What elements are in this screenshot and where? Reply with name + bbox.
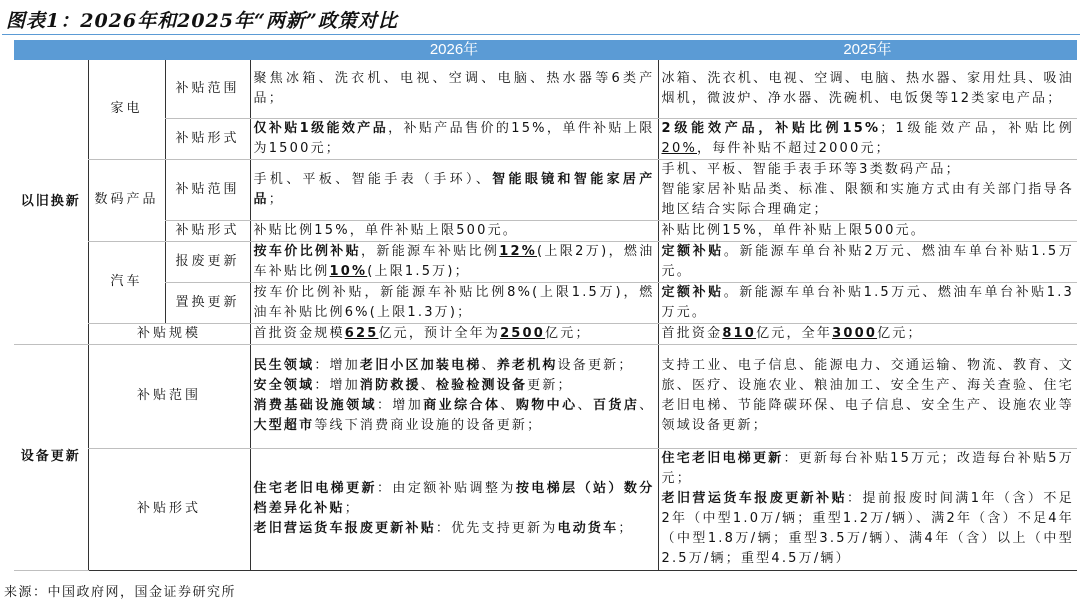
text-segment: 、 [577,398,593,413]
group-appliance: 家电 [88,60,165,159]
text-segment: 老旧营运货车报废更新补贴 [661,491,848,506]
text-segment: 按电梯层（站）数分档差异化补贴 [253,481,655,516]
text-segment: ，每件补贴不超过2000元； [697,140,891,156]
cell-2025 [658,60,1077,118]
text-segment: 等线下消费商业设施的设备更新； [314,418,543,433]
source-note: 来源：中国政府网，国金证券研究所 [4,585,237,600]
text-segment: 聚焦冰箱、洗衣机、电视、空调、电脑、热水器等6类产品； [253,70,655,106]
table-row [14,220,1077,241]
text-segment: ，补贴产品售价的15%，单件补贴上限为1500元； [253,120,655,156]
label-scope: 补贴范围 [165,60,250,118]
text-segment: ：增加 [314,358,360,373]
cell-2025 [658,344,1077,448]
text-segment: 810 [722,325,757,341]
cell-2026 [250,323,658,344]
text-segment: 首批资金规模 [253,325,345,341]
text-segment: (上限2万)，燃油车补贴比例 [253,243,655,279]
figure-title: 图表1：2026年和2025年“两新”政策对比 [6,10,398,32]
cell-2025 [658,323,1077,344]
policy-comparison-table [14,40,1077,571]
text-segment: 住宅老旧电梯更新 [253,481,377,496]
text-segment: ：增加 [376,398,424,413]
text-segment: 亿元，预计全年为 [378,325,501,341]
text-segment: 。新能源车单台补贴1.5万元、燃油车单台补贴1.3万元。 [661,284,1074,320]
text-segment: 625 [344,325,379,341]
header-2026: 2026年 [250,40,658,60]
text-segment: 亿元； [877,325,923,341]
table-row [14,448,1077,570]
text-segment: 。新能源车单台补贴2万元、燃油车单台补贴1.5万元。 [661,243,1074,279]
text-segment: 民生领域 [253,358,315,373]
table-row [14,118,1077,159]
text-segment: 智能眼镜和智能家居产品 [253,171,655,207]
cell-2026 [250,118,658,159]
cell-2025 [658,241,1077,282]
text-segment: 手机、平板、智能手表（手环）、 [253,171,493,187]
text-segment: 定额补贴 [661,243,724,259]
text-segment: 安全领域 [253,378,315,393]
cell-2025 [658,448,1077,570]
table-row [14,60,1077,118]
text-segment: 补贴比例15%，单件补贴上限500元。 [253,222,519,238]
text-segment: 手机、平板、智能手表手环等3类数码产品； [661,161,961,177]
label-scope: 补贴范围 [165,159,250,220]
label-form: 补贴形式 [165,220,250,241]
text-segment: 更新； [527,378,573,393]
text-segment: 设备更新； [557,358,634,373]
cell-2026 [250,220,658,241]
cell-2025 [658,118,1077,159]
text-segment: ； [618,521,634,536]
text-segment: 、 [420,378,436,393]
table-row [14,344,1077,448]
text-segment: 按车价比例补贴 [253,243,362,259]
text-segment: 支持工业、电子信息、能源电力、交通运输、物流、教育、文旅、医疗、设施农业、粮油加工、安全生产、海关查验、住宅老旧电梯、节能降碳环保、电子信息、安全生产、设施农业等领域设备更新； [661,358,1074,433]
text-segment: 、 [639,398,655,413]
text-segment: ：优先支持更新为 [435,521,558,536]
cell-2025 [658,282,1077,323]
text-segment: ； [268,191,284,207]
cell-2026 [250,448,658,570]
header-2025: 2025年 [658,40,1077,60]
text-segment: 首批资金 [661,325,723,341]
text-segment: 冰箱、洗衣机、电视、空调、电脑、热水器、家用灶具、吸油烟机，微波炉、净水器、洗碗机、电饭煲等12类家电产品； [661,70,1074,106]
category-equipment: 设备更新 [14,344,88,570]
text-segment: 大型超市 [253,418,315,433]
text-segment: ；1级能效产品，补贴比例 [880,120,1074,136]
title-divider [2,34,1080,35]
text-segment: 2级能效产品，补贴比例15% [661,120,881,136]
group-eq-form: 补贴形式 [88,448,250,570]
cell-2026 [250,159,658,220]
text-segment: ：提前报废时间满1年（含）不足2年（中型1.0万/辆；重型1.2万/辆）、满2年（含）不足4年（中型1.8万/辆；重型3.5万/辆）、满4年（含）以上（中型2.5万/辆；重型4.5万/辆） [661,491,1074,566]
text-segment: 10% [329,263,368,279]
table-row [14,241,1077,282]
text-segment: 、 [500,398,516,413]
text-segment: 、 [481,358,497,373]
text-segment: 3000 [832,325,878,341]
text-segment: 老旧小区加装电梯 [359,358,482,373]
label-replace: 置换更新 [165,282,250,323]
text-segment: ：增加 [314,378,360,393]
text-segment: 亿元，全年 [756,325,833,341]
group-digital: 数码产品 [88,159,165,241]
text-segment: ：由定额补贴调整为 [376,481,516,496]
text-segment: (上限1.5万)； [367,263,470,279]
text-segment: 按车价比例补贴，新能源车补贴比例8%(上限1.5万)，燃油车补贴比例6%(上限1.3万)； [253,284,655,320]
text-segment: ，新能源车补贴比例 [361,243,500,259]
text-segment: 定额补贴 [661,284,724,300]
text-segment: 检验检测设备 [435,378,528,393]
cell-2026 [250,344,658,448]
text-segment: 亿元； [545,325,591,341]
text-segment: 百货店 [592,398,640,413]
text-segment: 电动货车 [557,521,619,536]
label-scrap: 报废更新 [165,241,250,282]
text-segment: 2500 [500,325,546,341]
table-header [14,40,1077,60]
text-segment: 住宅老旧电梯更新 [661,451,784,466]
cell-2025 [658,220,1077,241]
group-scale: 补贴规模 [88,323,250,344]
text-segment: 20% [661,140,697,156]
cell-2026 [250,282,658,323]
table-row [14,323,1077,344]
text-segment: ：更新每台补贴15万元；改造每台补贴5万元； [661,451,1074,486]
group-auto: 汽车 [88,241,165,323]
table-row [14,159,1077,220]
text-segment: 消防救援 [359,378,421,393]
text-segment: 补贴比例15%，单件补贴上限500元。 [661,222,927,238]
group-eq-scope: 补贴范围 [88,344,250,448]
text-segment: 老旧营运货车报废更新补贴 [253,521,436,536]
text-segment: ； [344,501,360,516]
cell-2026 [250,241,658,282]
text-segment: 消费基础设施领域 [253,398,377,413]
text-segment: 商业综合体 [423,398,501,413]
label-form: 补贴形式 [165,118,250,159]
text-segment: 仅补贴1级能效产品 [253,120,389,136]
text-segment: 12% [499,243,537,259]
cell-2025 [658,159,1077,220]
text-segment: 智能家居补贴品类、标准、限额和实施方式由有关部门指导各地区结合实际合理确定； [661,181,1074,217]
text-segment: 购物中心 [515,398,578,413]
category-trade-in: 以旧换新 [14,60,88,344]
text-segment: 养老机构 [496,358,558,373]
table-row [14,282,1077,323]
cell-2026 [250,60,658,118]
